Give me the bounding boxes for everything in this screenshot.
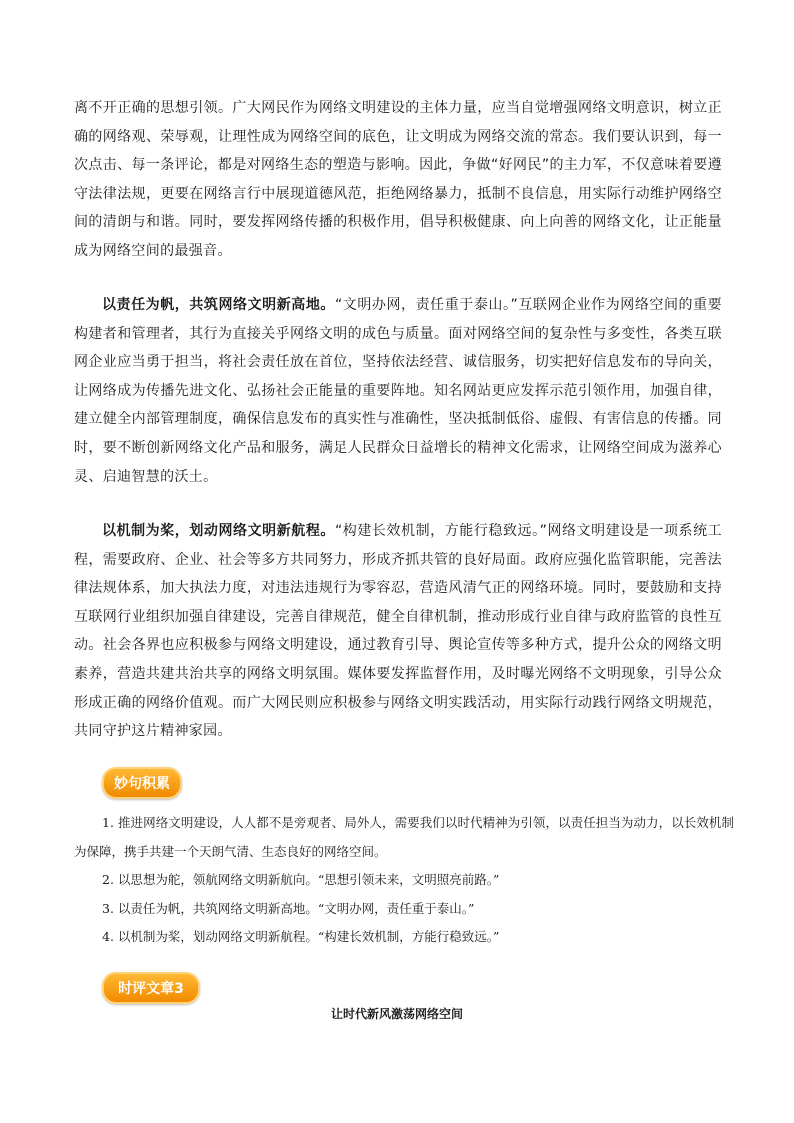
body-paragraph-3 <box>74 517 722 746</box>
sentence-item: 1. 推进网络文明建设，人人都不是旁观者、局外人，需要我们以时代精神为引领，以责任担当为动力，以长效机制为保障，携手共建一个天朗气清、生态良好的网络空间。 <box>74 815 734 859</box>
paragraph-text: “构建长效机制，方能行稳致远。”网络文明建设是一项系统工程，需要政府、企业、社会等多方共同努力，形成齐抓共管的良好局面。政府应强化监管职能，完善法律法规体系，加大执法力度，对违法违规行为零容忍，营造风清气正的网络环境。同时，要鼓励和支持互联网行业组织加强自律建设，完善自律规范，健全自律机制，推动形成行业自律与政府监管的良性互动。社会各界也应积极参与网络文明建设，通过教育引导、舆论宣传等多种方式，提升公众的网络文明素养，营造共建共治共享的网络文明氛围。媒体要发挥监督作用，及时曝光网络不文明现象，引导公众形成正确的网络价值观。而广大网民则应积极参与网络文明实践活动，用实际行动践行网络文明规范，共同守护这片精神家园。 <box>74 523 722 740</box>
article-title: 让时代新风激荡网络空间 <box>330 1007 463 1021</box>
sentence-item: 3. 以责任为帆，共筑网络文明新高地。“文明办网，责任重于泰山。” <box>102 900 475 916</box>
sentence-item: 4. 以机制为桨，划动网络文明新航程。“构建长效机制，方能行稳致远。” <box>102 929 500 944</box>
section-badge-article: 时评文章3 <box>102 972 200 1004</box>
section-badge-sentences: 妙句积累 <box>102 767 182 799</box>
body-paragraph-1 <box>74 94 722 266</box>
sentence-list <box>74 809 734 952</box>
paragraph-lead: 以责任为帆，共筑网络文明新高地。 <box>102 297 335 313</box>
paragraph-lead: 以机制为桨，划动网络文明新航程。 <box>102 523 335 539</box>
paragraph-text: 离不开正确的思想引领。广大网民作为网络文明建设的主体力量，应当自觉增强网络文明意识，树立正确的网络观、荣辱观，让理性成为网络空间的底色，让文明成为网络交流的常态。我们要认识到，每一次点击、每一条评论，都是对网络生态的塑造与影响。因此，争做“好网民”的主力军，不仅意味着要遵守法律法规，更要在网络言行中展现道德风范，拒绝网络暴力，抵制不良信息，用实际行动维护网络空间的清朗与和谐。同时，要发挥网络传播的积极作用，倡导积极健康、向上向善的网络文化，让正能量成为网络空间的最强音。 <box>74 100 722 259</box>
sentence-item: 2. 以思想为舵，领航网络文明新航向。“思想引领未来，文明照亮前路。” <box>102 872 500 887</box>
body-paragraph-2 <box>74 291 722 491</box>
paragraph-text: “文明办网，责任重于泰山。”互联网企业作为网络空间的重要构建者和管理者，其行为直接关乎网络文明的成色与质量。面对网络空间的复杂性与多变性，各类互联网企业应当勇于担当，将社会责任放在首位，坚持依法经营、诚信服务，切实把好信息发布的导向关，让网络成为传播先进文化、弘扬社会正能量的重要阵地。知名网站更应发挥示范引领作用，加强自律，建立健全内部管理制度，确保信息发布的真实性与准确性，坚决抵制低俗、虚假、有害信息的传播。同时，要不断创新网络文化产品和服务，满足人民群众日益增长的精神文化需求，让网络空间成为滋养心灵、启迪智慧的沃土。 <box>74 297 722 485</box>
